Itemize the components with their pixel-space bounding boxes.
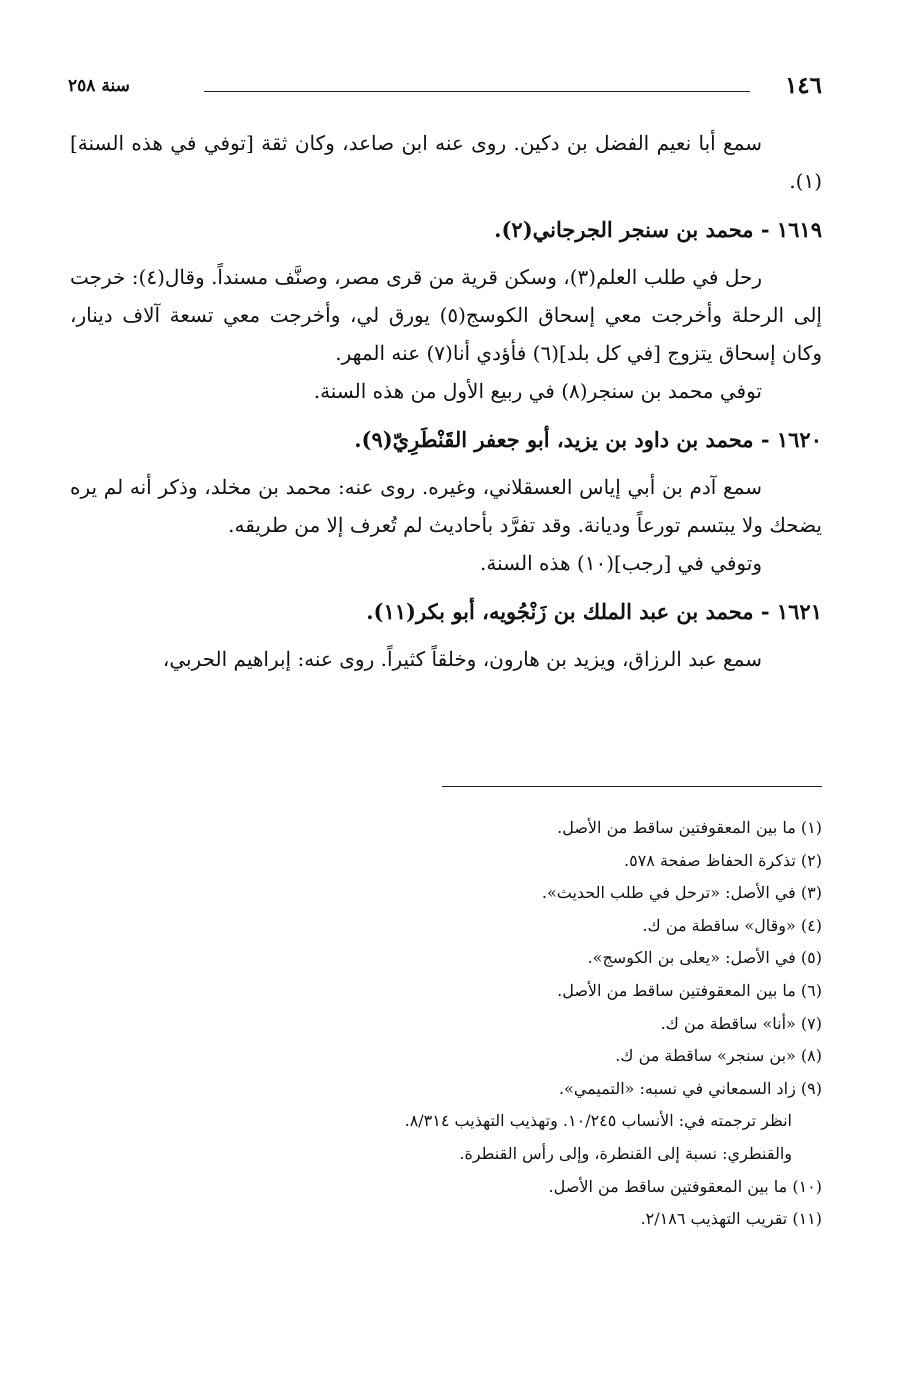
page-header [68,72,822,106]
footnote-continuation: والقنطري: نسبة إلى القنطرة، وإلى رأس القنطرة. [459,1143,792,1163]
entry-heading-1619: ١٦١٩ - محمد بن سنجر الجرجاني(٢). [494,217,822,242]
entry-heading-1620: ١٦٢٠ - محمد بن داود بن يزيد، أبو جعفر القَنْطَرِيّ(٩). [354,427,822,452]
footnote: (٢) تذكرة الحفاظ صفحة ٥٧٨. [624,850,822,870]
footnote: (٣) في الأصل: «ترحل في طلب الحديث». [541,883,822,903]
footnote: (٩) زاد السمعاني في نسبه: «التميمي». [558,1078,822,1098]
header-rule [204,91,750,92]
entry-heading-1621: ١٦٢١ - محمد بن عبد الملك بن زَنْجُويه، أبو بكر(١١). [366,599,822,624]
page-number: ١٤٦ [784,72,822,99]
paragraph: سمع آدم بن أبي إياس العسقلاني، وغيره. روى عنه: محمد بن مخلد، وذكر أنه لم يره يضحك ولا يبتسم تورعاً وديانة. وقد تفرَّد بأحاديث لم تُعرف إلا من طريقه. [70,475,822,537]
running-head-year: سنة ٢٥٨ [68,76,130,96]
footnotes [70,812,822,1236]
footnote: (٧) «أنا» ساقطة من ك. [660,1013,822,1033]
footnote-continuation: انظر ترجمته في: الأنساب ١٠/٢٤٥. وتهذيب التهذيب ٨/٣١٤. [404,1111,792,1131]
paragraph: وتوفي في [رجب](١٠) هذه السنة. [480,551,762,575]
footnote-separator [442,786,822,787]
paragraph: سمع أبا نعيم الفضل بن دكين. روى عنه ابن صاعد، وكان ثقة [توفي في هذه السنة](١). [70,131,822,193]
footnote: (١) ما بين المعقوفتين ساقط من الأصل. [557,818,822,837]
footnote: (١١) تقريب التهذيب ٢/١٨٦. [640,1209,822,1229]
footnote: (١٠) ما بين المعقوفتين ساقط من الأصل. [548,1176,822,1196]
main-text [70,124,822,678]
paragraph: توفي محمد بن سنجر(٨) في ربيع الأول من هذه السنة. [313,379,762,403]
footnote: (٤) «وقال» ساقطة من ك. [642,915,822,935]
footnote: (٨) «بن سنجر» ساقطة من ك. [615,1046,822,1066]
paragraph: سمع عبد الرزاق، ويزيد بن هارون، وخلقاً كثيراً. روى عنه: إبراهيم الحربي، [162,647,762,671]
paragraph: رحل في طلب العلم(٣)، وسكن قرية من قرى مصر، وصنَّف مسنداً. وقال(٤): خرجت إلى الرحلة وأخرجت معي إسحاق الكوسج(٥) يورق لي، وأخرجت معي تسعة آلاف دينار، وكان إسحاق يتزوج [في كل بلد](٦) فأؤدي أنا(٧) عنه المهر. [70,265,822,365]
footnote: (٥) في الأصل: «يعلى بن الكوسج». [587,948,822,968]
footnote: (٦) ما بين المعقوفتين ساقط من الأصل. [557,980,822,1000]
